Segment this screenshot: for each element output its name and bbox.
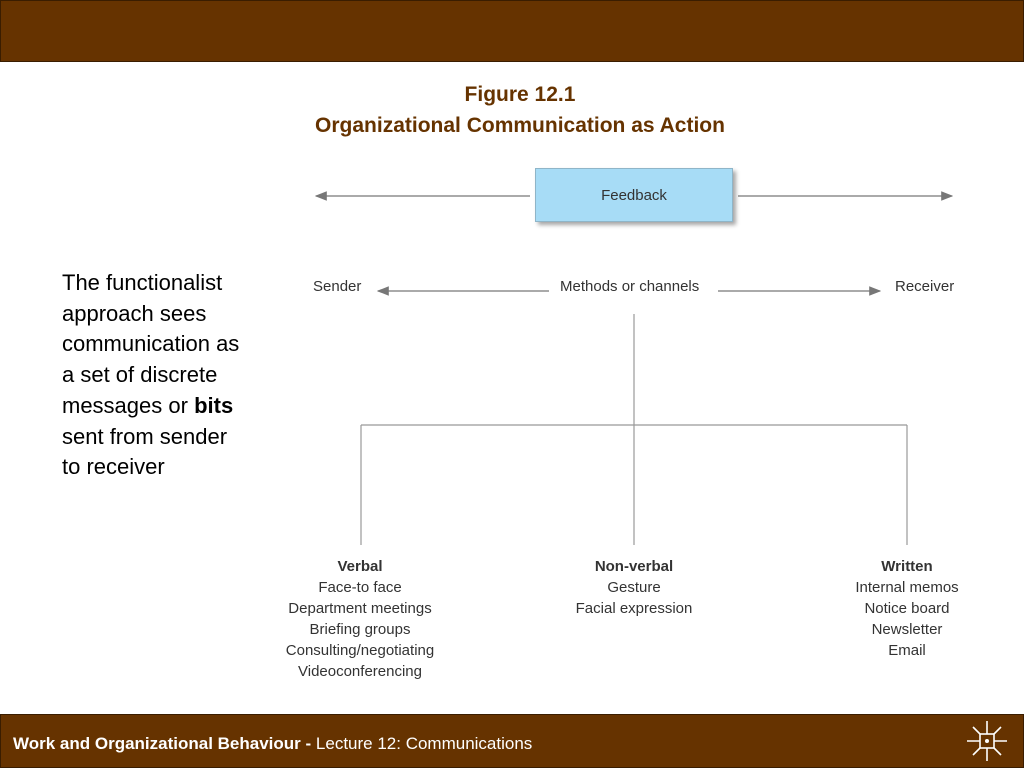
nonverbal-item: Gesture [607,579,661,596]
side-text-bold: bits [194,392,234,418]
feedback-box: Feedback [535,168,733,222]
side-text-part2: sent from sender to receiver [62,423,228,480]
written-item: Email [888,642,926,659]
verbal-item: Face-to face [318,579,402,596]
written-column [807,556,1007,661]
written-heading: Written [881,558,933,575]
verbal-heading: Verbal [337,558,383,575]
footer-text [13,734,532,754]
side-text-part1: The functionalist approach sees communication as a set of discrete messages or [62,270,240,418]
written-item: Notice board [864,600,950,617]
written-item: Newsletter [871,621,943,638]
footer-lecture: Lecture 12: Communications [315,734,533,753]
verbal-item: Consulting/negotiating [285,642,435,659]
receiver-label: Receiver [895,278,955,295]
nonverbal-heading: Non-verbal [594,558,674,575]
written-item: Internal memos [855,579,959,596]
nonverbal-column [534,556,734,619]
channels-label: Methods or channels [560,278,700,295]
figure-number: Figure 12.1 [464,83,576,106]
sender-label: Sender [313,278,362,295]
compass-star-icon [965,719,1009,763]
footer-bar [0,714,1024,768]
verbal-item: Videoconferencing [298,663,422,680]
footer-course: Work and Organizational Behaviour - [13,734,316,753]
verbal-column [260,556,460,682]
verbal-item: Department meetings [288,600,432,617]
verbal-item: Briefing groups [309,621,411,638]
figure-title: Organizational Communication as Action [315,114,725,137]
nonverbal-item: Facial expression [575,600,693,617]
